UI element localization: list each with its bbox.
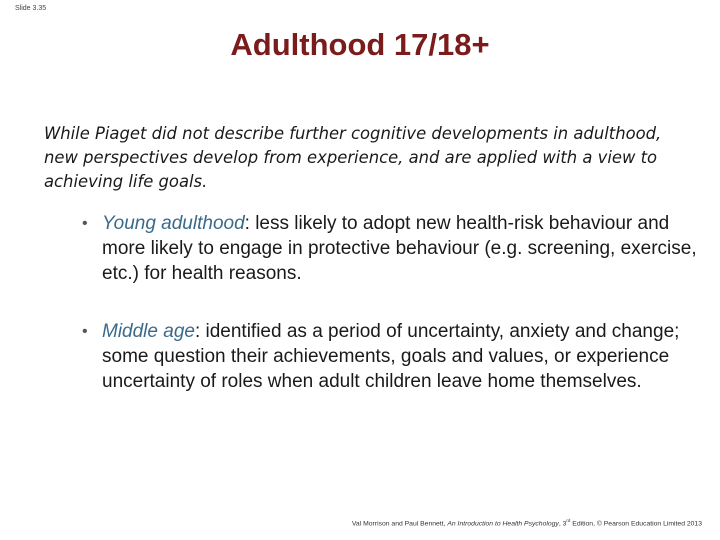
footer-copyright: Edition, © Pearson Education Limited 2013 [570,520,702,528]
bullet-body: : identified as a period of uncertainty, anxiety and change; some question their achievements, goals and values, or experience uncertainty of roles when adult children leave home themselves. [102,321,680,392]
slide-title: Adulthood 17/18+ [230,27,490,62]
bullet-text [102,211,702,286]
intro-paragraph: While Piaget did not describe further cognitive developments in adulthood, new perspectives develop from experience, and are applied with a view to achieving life goals. [44,124,662,191]
bullet-term: Young adulthood [102,213,245,234]
bullet-young-adulthood [82,211,702,286]
bullet-body: : less likely to adopt new health-risk behaviour and more likely to engage in protective behaviour (e.g. screening, exercise, etc.) for health reasons. [102,213,697,284]
footer-edition-sup: rd [566,518,571,523]
footer-book-title: An Introduction to Health Psychology [447,520,559,528]
footer-citation [272,518,702,527]
bullet-marker: • [82,215,88,232]
bullet-marker: • [82,323,88,340]
footer-authors: Val Morrison and Paul Bennett, [351,520,448,528]
footer-edition: , 3 [558,520,567,528]
bullet-term: Middle age [102,321,195,342]
bullet-middle-age [82,319,702,394]
bullet-text [102,319,702,394]
slide-number: Slide 3.35 [15,5,47,12]
